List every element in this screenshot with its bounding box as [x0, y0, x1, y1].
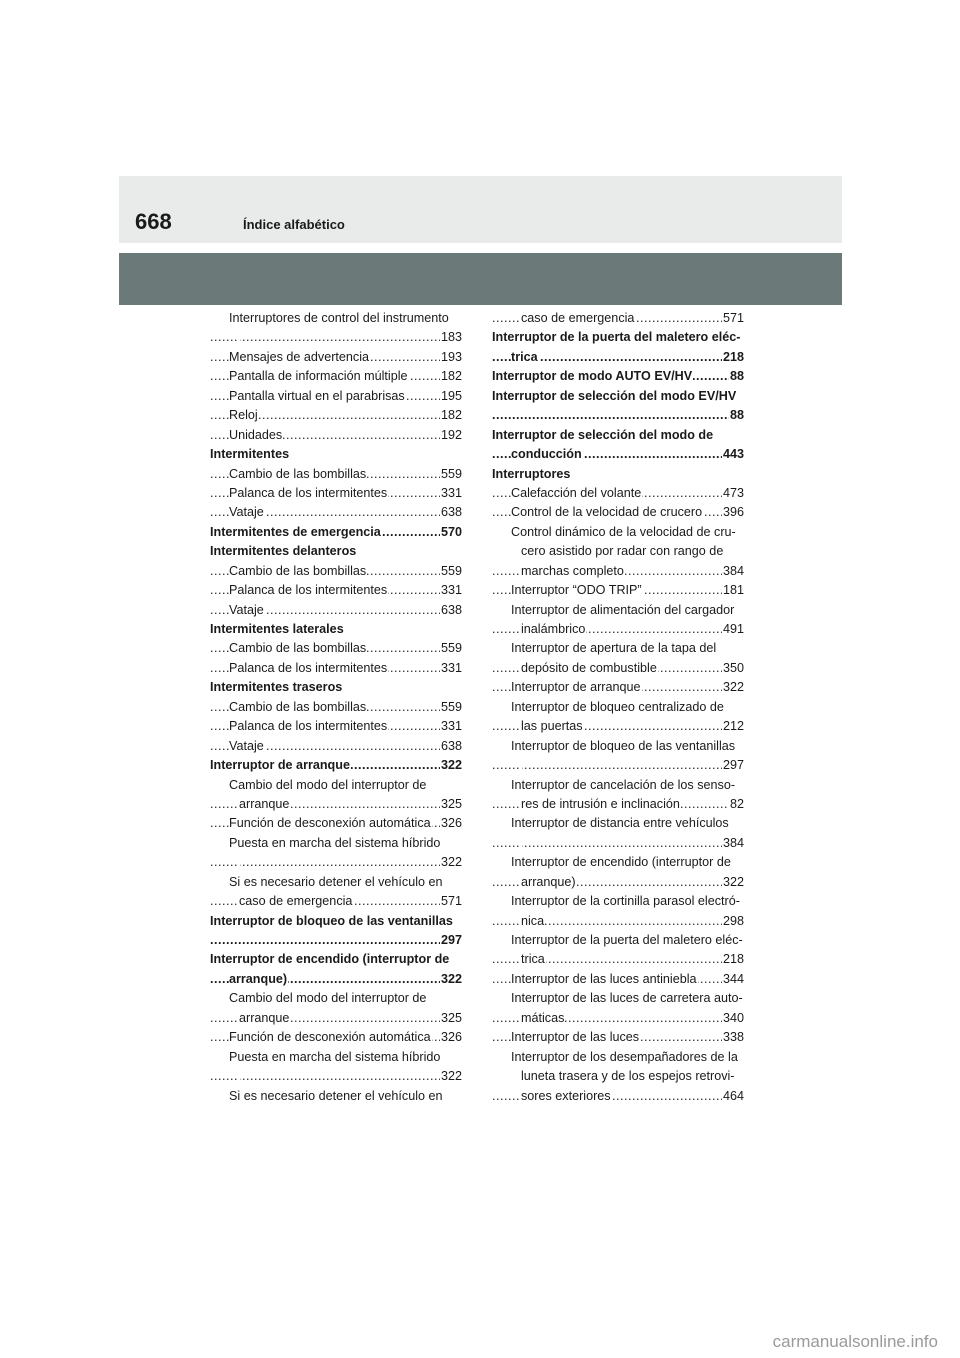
index-entry-page: 559	[440, 562, 462, 581]
index-entry	[210, 1067, 462, 1086]
index-entry-page: 338	[722, 1028, 744, 1047]
index-entry-page: 331	[440, 717, 462, 736]
index-entry	[492, 834, 744, 853]
index-entry-text: Interruptor de las luces	[511, 1030, 640, 1045]
index-entry-page: 384	[722, 834, 744, 853]
index-entry-page: 491	[722, 620, 744, 639]
index-entry-page: 192	[440, 426, 462, 445]
index-entry	[492, 348, 744, 367]
index-entry-text: Control dinámico de la velocidad de cru-	[511, 524, 736, 539]
index-entry-text: conducción	[511, 447, 582, 462]
index-entry	[492, 1009, 744, 1028]
index-entry-page: 195	[440, 387, 462, 406]
index-entry-text: Interruptor de las luces antiniebla	[511, 971, 697, 986]
index-entry-text: Pantalla virtual en el parabrisas	[229, 388, 405, 403]
index-entry	[210, 989, 462, 1008]
index-entry	[210, 1087, 462, 1106]
index-entry	[210, 931, 462, 950]
index-entry-text: Cambio del modo del interruptor de	[229, 991, 427, 1006]
index-entry-text: marchas completo	[521, 563, 624, 578]
index-entry-text: Palanca de los intermitentes	[229, 660, 388, 675]
index-entry	[210, 659, 462, 678]
index-entry-text: nica	[521, 913, 545, 928]
index-entry-page: 322	[440, 853, 462, 872]
index-entry-page: 571	[440, 892, 462, 911]
index-entry-text: Función de desconexión automática	[229, 1030, 431, 1045]
page-number: 668	[135, 209, 172, 234]
index-entry-text: Interruptor de apertura de la tapa del	[511, 641, 717, 656]
index-entry-text: Interruptor de selección del modo de	[492, 427, 714, 442]
index-entry	[210, 834, 462, 853]
index-entry-text: Control de la velocidad de crucero	[511, 505, 703, 520]
index-entry	[210, 328, 462, 347]
index-entry-page: 322	[440, 1067, 462, 1086]
index-entry	[492, 756, 744, 775]
index-entry	[210, 445, 462, 464]
index-entry	[492, 426, 744, 445]
index-entry	[492, 542, 744, 561]
index-entry-text: Interruptor de bloqueo de las ventanillas	[511, 738, 736, 753]
index-entry-page: 218	[722, 348, 744, 367]
index-entry-text: Calefacción del volante	[511, 485, 642, 500]
index-entry-page: 396	[722, 503, 744, 522]
index-entry-page: 322	[440, 756, 462, 775]
index-entry-page: 344	[722, 970, 744, 989]
watermark[interactable]: carmanualsonline.info	[772, 1332, 938, 1351]
index-entry	[492, 678, 744, 697]
index-entry-page: 473	[722, 484, 744, 503]
index-entry-text: Interruptores de control del instrumento	[229, 311, 449, 325]
index-entry-page: 350	[722, 659, 744, 678]
index-entry-text: Función de desconexión automática	[229, 816, 431, 831]
index-entry-page: 326	[440, 1028, 462, 1047]
index-entry	[210, 698, 462, 717]
index-entry-text: Reloj	[229, 408, 258, 423]
index-entry	[492, 853, 744, 872]
index-entry-text: Intermitentes	[210, 447, 290, 462]
index-entry	[210, 1009, 462, 1028]
index-entry-text: Vataje	[229, 738, 264, 753]
index-entry	[492, 1048, 744, 1067]
index-entry	[492, 484, 744, 503]
index-entry	[210, 601, 462, 620]
index-column-right	[492, 309, 744, 1106]
index-entry-text: Cambio de las bombillas	[229, 699, 367, 714]
index-entry-page: 212	[722, 717, 744, 736]
index-entry-text: Interruptor de las luces de carretera auto-	[511, 991, 743, 1006]
index-entry-text: cero asistido por radar con rango de	[521, 544, 724, 559]
index-entry-text: Si es necesario detener el vehículo en	[229, 1088, 443, 1103]
index-entry-text: Unidades	[229, 427, 283, 442]
index-entry-page: 297	[722, 756, 744, 775]
index-entry-text: arranque	[239, 1010, 290, 1025]
index-entry	[210, 523, 462, 542]
index-entry-text	[239, 1069, 240, 1083]
index-entry	[210, 542, 462, 561]
index-entry-page: 322	[722, 678, 744, 697]
index-entry	[492, 406, 744, 425]
index-entry	[210, 795, 462, 814]
index-entry-text: Interruptores	[492, 466, 571, 481]
index-entry-text: trica	[511, 349, 538, 364]
index-entry-text: Interruptor de la puerta del maletero eléc-	[511, 933, 743, 947]
index-entry-text: Interruptor de bloqueo de las ventanillas	[210, 913, 453, 928]
index-entry-page: 193	[440, 348, 462, 367]
index-entry-page: 181	[722, 581, 744, 600]
index-entry-page: 331	[440, 484, 462, 503]
index-entry-page: 638	[440, 737, 462, 756]
index-entry-text	[511, 408, 512, 422]
index-entry-text: Vataje	[229, 505, 264, 520]
index-entry-page: 325	[440, 795, 462, 814]
index-entry	[492, 717, 744, 736]
index-entry	[210, 620, 462, 639]
index-entry	[210, 892, 462, 911]
index-entry-text: máticas	[521, 1010, 565, 1025]
index-entry	[492, 1087, 744, 1106]
index-entry	[492, 581, 744, 600]
index-entry-text: Vataje	[229, 602, 264, 617]
index-entry	[210, 678, 462, 697]
index-entry	[492, 328, 744, 347]
section-title: Índice alfabético	[243, 217, 345, 232]
index-entry-text: Puesta en marcha del sistema híbrido	[229, 835, 441, 850]
index-entry-page: 464	[722, 1087, 744, 1106]
index-entry-page: 322	[722, 873, 744, 892]
index-entry	[210, 465, 462, 484]
index-entry	[492, 620, 744, 639]
index-entry	[492, 814, 744, 833]
index-entry-page: 570	[440, 523, 462, 542]
index-entry	[210, 1028, 462, 1047]
index-entry-text: Cambio del modo del interruptor de	[229, 777, 427, 792]
index-entry-page: 331	[440, 581, 462, 600]
index-entry-text: Interruptor de los desempañadores de la	[511, 1049, 738, 1064]
index-entry-text: Cambio de las bombillas	[229, 466, 367, 481]
index-entry	[210, 639, 462, 658]
index-entry-text: Interruptor de distancia entre vehículos	[511, 816, 729, 831]
index-entry-text	[229, 933, 230, 947]
index-entry-text: res de intrusión e inclinación	[521, 796, 680, 811]
index-entry-text: Intermitentes de emergencia	[210, 524, 381, 539]
index-entry-text: Palanca de los intermitentes	[229, 719, 388, 734]
index-entry	[210, 912, 462, 931]
index-entry-page: 384	[722, 562, 744, 581]
index-entry-page: 559	[440, 698, 462, 717]
index-entry	[210, 348, 462, 367]
index-entry	[210, 387, 462, 406]
page-header	[119, 176, 842, 243]
index-entry-text: Pantalla de información múltiple	[229, 369, 408, 384]
index-entry-page: 559	[440, 465, 462, 484]
index-entry	[210, 873, 462, 892]
index-entry	[492, 445, 744, 464]
index-entry	[492, 465, 744, 484]
index-entry-text: depósito de combustible	[521, 660, 657, 675]
index-entry	[492, 970, 744, 989]
index-entry	[492, 912, 744, 931]
index-column-left	[210, 309, 462, 1106]
index-entry-text: Puesta en marcha del sistema híbrido	[229, 1049, 441, 1064]
index-entry-text: Interruptor de encendido (interruptor de	[210, 952, 450, 967]
index-entry	[492, 659, 744, 678]
index-entry	[492, 989, 744, 1008]
header-band	[119, 253, 842, 305]
index-entry-text: Interruptor “ODO TRIP”	[511, 583, 642, 598]
index-entry-page: 298	[722, 912, 744, 931]
index-entry-text: Interruptor de la puerta del maletero eléc-	[492, 330, 741, 345]
index-entry	[492, 601, 744, 620]
index-entry	[210, 737, 462, 756]
index-entry-page: 88	[729, 406, 744, 425]
index-entry-page: 183	[440, 328, 462, 347]
index-entry	[492, 873, 744, 892]
index-entry-page: 325	[440, 1009, 462, 1028]
index-entry	[492, 1067, 744, 1086]
index-entry-text: Interruptor de arranque	[210, 758, 350, 773]
index-entry	[492, 387, 744, 406]
index-entry-page: 182	[440, 406, 462, 425]
index-entry	[210, 717, 462, 736]
index-entry	[492, 950, 744, 969]
index-entry-text: trica	[521, 952, 545, 967]
index-entry-page: 571	[722, 309, 744, 328]
index-entry-text: caso de emergencia	[521, 311, 635, 325]
index-entry-text: Palanca de los intermitentes	[229, 485, 388, 500]
index-entry-page: 82	[729, 795, 744, 814]
index-entry-text: Interruptor de bloqueo centralizado de	[511, 699, 724, 714]
index-entry-page: 182	[440, 367, 462, 386]
index-entry-text: arranque)	[521, 874, 576, 889]
index-entry	[492, 367, 744, 386]
index-entry-text: inalámbrico	[521, 622, 586, 636]
index-entry-text: Cambio de las bombillas	[229, 641, 367, 656]
index-entry-text: Intermitentes traseros	[210, 680, 343, 695]
index-entry-text: Interruptor de alimentación del cargador	[511, 602, 735, 617]
index-entry-page: 638	[440, 503, 462, 522]
index-entry-text: Interruptor de cancelación de los senso-	[511, 777, 736, 792]
index-entry-text: Si es necesario detener el vehículo en	[229, 874, 443, 889]
index-entry-page: 638	[440, 601, 462, 620]
index-entry	[492, 1028, 744, 1047]
index-entry-text: sores exteriores	[521, 1088, 611, 1103]
index-entry-text: Intermitentes delanteros	[210, 544, 357, 559]
index-entry	[210, 426, 462, 445]
index-entry	[210, 367, 462, 386]
index-entry	[492, 931, 744, 950]
index-entry	[210, 562, 462, 581]
index-entry-page: 218	[722, 950, 744, 969]
index-entry	[210, 406, 462, 425]
index-entry-page: 326	[440, 814, 462, 833]
index-entry-text: Palanca de los intermitentes	[229, 583, 388, 598]
index-entry-text: Intermitentes laterales	[210, 622, 344, 636]
index-entry-page: 322	[440, 970, 462, 989]
index-entry-text	[239, 330, 240, 344]
index-entry	[210, 581, 462, 600]
index-entry-page: 443	[722, 445, 744, 464]
index-entry	[492, 503, 744, 522]
index-entry	[210, 503, 462, 522]
index-entry-page: 88	[729, 367, 744, 386]
index-entry-text: Interruptor de modo AUTO EV/HV	[492, 369, 693, 384]
index-entry-text: Interruptor de arranque	[511, 680, 641, 695]
index-entry	[210, 970, 462, 989]
index-entry	[210, 776, 462, 795]
index-entry	[492, 737, 744, 756]
index-entry-text: Interruptor de selección del modo EV/HV	[492, 388, 737, 403]
index-entry	[210, 853, 462, 872]
index-entry-text: las puertas	[521, 719, 583, 734]
index-entry-text	[239, 855, 240, 869]
index-entry	[492, 795, 744, 814]
index-entry-text	[521, 836, 522, 850]
index-entry	[210, 1048, 462, 1067]
index-entry-text: arranque)	[229, 971, 288, 986]
index-entry	[210, 309, 462, 328]
index-entry	[492, 776, 744, 795]
index-entry-text: Interruptor de la cortinilla parasol electró-	[511, 894, 740, 909]
index-entry	[210, 814, 462, 833]
index-entry-page: 297	[440, 931, 462, 950]
index-entry-text: Interruptor de encendido (interruptor de	[511, 855, 731, 870]
index-entry-page: 340	[722, 1009, 744, 1028]
index-entry	[492, 562, 744, 581]
index-entry	[492, 639, 744, 658]
index-entry-text	[521, 758, 522, 772]
index-entry	[210, 950, 462, 969]
index-entry	[492, 698, 744, 717]
index-entry-page: 559	[440, 639, 462, 658]
index-entry-text: Mensajes de advertencia	[229, 349, 370, 364]
index-entry	[492, 309, 744, 328]
index-entry	[492, 892, 744, 911]
index-entry	[210, 484, 462, 503]
index-entry-text: luneta trasera y de los espejos retrovi-	[521, 1069, 735, 1084]
index-entry-page: 331	[440, 659, 462, 678]
index-entry-text: Cambio de las bombillas	[229, 563, 367, 578]
index-entry-text: caso de emergencia	[239, 894, 353, 909]
index-entry	[492, 523, 744, 542]
index-entry-text: arranque	[239, 796, 290, 811]
index-entry	[210, 756, 462, 775]
